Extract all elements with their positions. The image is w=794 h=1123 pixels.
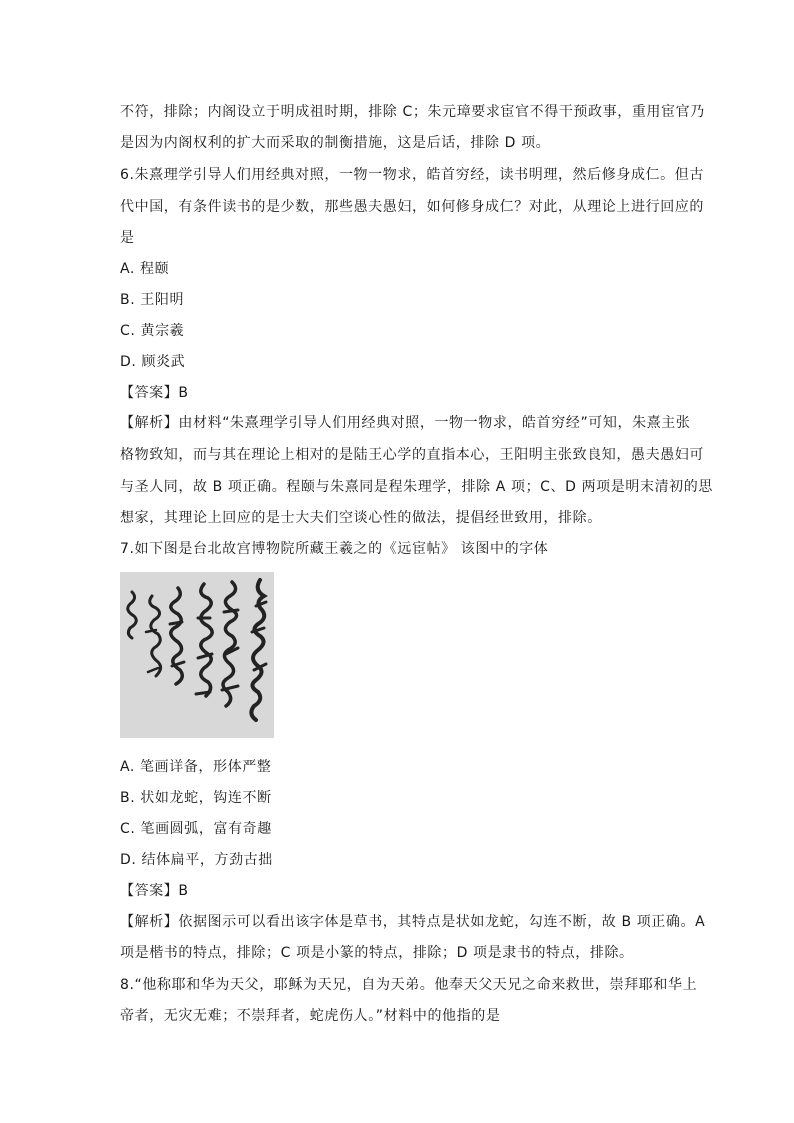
question-8-line: 帝者，无灾无难；不崇拜者，蛇虎伤人。”材料中的他指的是 — [120, 1008, 501, 1024]
option-b: B. 状如龙蛇，钩连不断 — [120, 790, 272, 806]
calligraphy-image — [120, 572, 274, 738]
question-6-line: 是 — [120, 230, 135, 246]
answer-label: 【答案】B — [120, 385, 189, 401]
option-c: C. 黄宗羲 — [120, 323, 185, 339]
option-b: B. 王阳明 — [120, 292, 185, 308]
option-d: D. 顾炎武 — [120, 354, 186, 370]
answer-label: 【答案】B — [120, 883, 189, 899]
analysis-line: 项是楷书的特点，排除；C 项是小篆的特点，排除；D 项是隶书的特点，排除。 — [120, 945, 634, 961]
analysis-line: 【解析】依据图示可以看出该字体是草书，其特点是状如龙蛇，勾连不断，故 B 项正确。A — [120, 914, 706, 930]
text-line: 是因为内阁权利的扩大而采取的制衡措施，这是后话，排除 D 项。 — [120, 135, 551, 151]
question-6-line: 6.朱熹理学引导人们用经典对照，一物一物求，皓首穷经，读书明理，然后修身成仁。但古 — [120, 167, 704, 183]
option-a: A. 笔画详备，形体严整 — [120, 759, 272, 775]
option-d: D. 结体扁平，方劲古拙 — [120, 852, 273, 868]
question-8-line: 8.“他称耶和华为天父，耶稣为天兄，自为天弟。他奉天父天兄之命来救世，崇拜耶和华上 — [120, 977, 698, 993]
analysis-line: 想家，其理论上回应的是士大夫们空谈心性的做法，提倡经世致用，排除。 — [120, 510, 602, 526]
question-6-line: 代中国，有条件读书的是少数，那些愚夫愚妇，如何修身成仁？对此，从理论上进行回应的 — [120, 199, 704, 215]
analysis-line: 与圣人同，故 B 项正确。程颐与朱熹同是程朱理学，排除 A 项；C、D 两项是明末清初的思 — [120, 479, 713, 495]
analysis-line: 格物致知，而与其在理论上相对的是陆王心学的直指本心，王阳明主张致良知，愚夫愚妇可 — [120, 447, 704, 463]
text-line: 不符，排除；内阁设立于明成祖时期，排除 C；朱元璋要求宦官不得干预政事，重用宦官乃 — [120, 104, 705, 120]
option-a: A. 程颐 — [120, 261, 170, 277]
analysis-line: 【解析】由材料“朱熹理学引导人们用经典对照，一物一物求，皓首穷经”可知，朱熹主张 — [120, 415, 691, 431]
option-c: C. 笔画圆弧，富有奇趣 — [120, 821, 272, 837]
question-7-line: 7.如下图是台北故宫博物院所藏王羲之的《远宦帖》 该图中的字体 — [120, 541, 549, 557]
